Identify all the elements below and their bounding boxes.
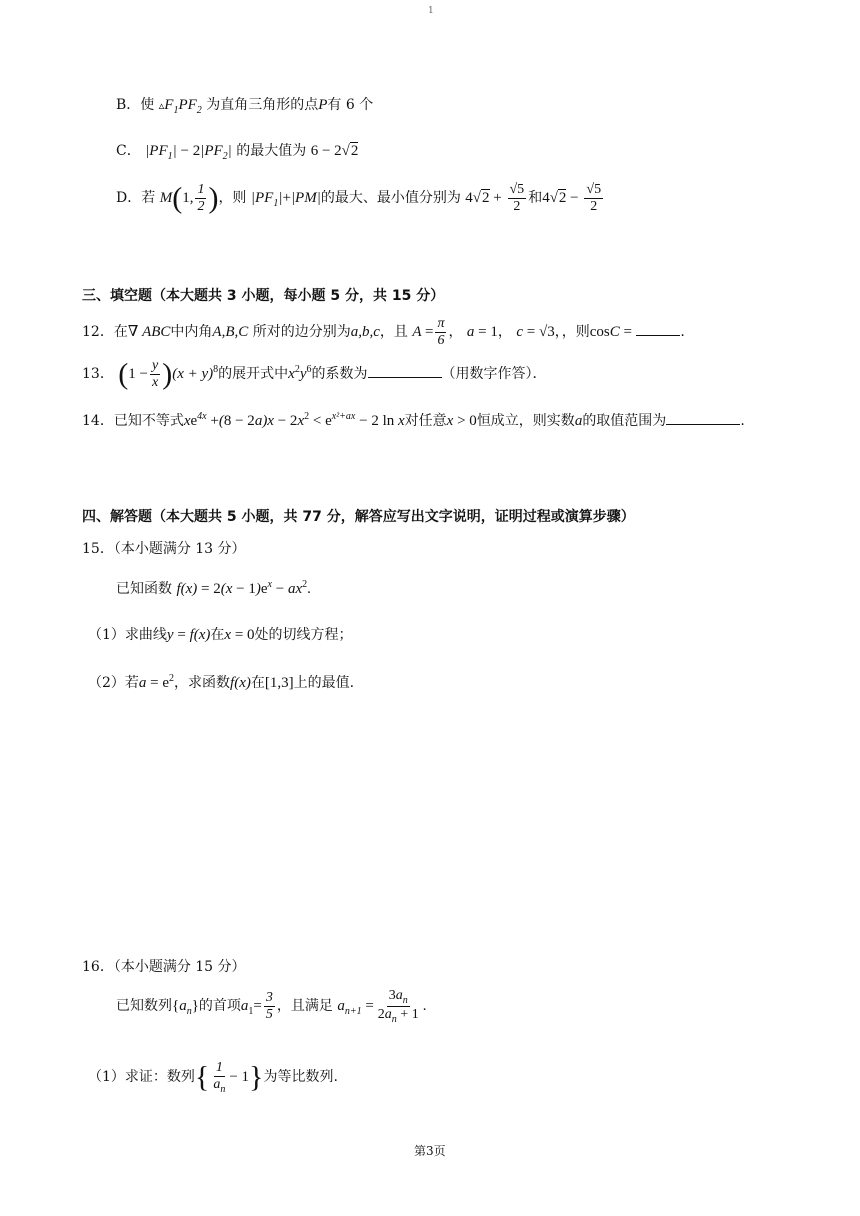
point-p: P bbox=[318, 97, 328, 113]
q16-recurrence: $a_{n+1}$ = $\frac{3a_n}{2a_n + 1}$ . bbox=[337, 988, 427, 1026]
option-b-end: 有 6 个 bbox=[327, 97, 374, 113]
q15-num: 15． bbox=[82, 541, 114, 557]
q12-c-value: c = √3 bbox=[516, 324, 555, 341]
q12-sides: a,b,c bbox=[350, 324, 380, 341]
q15-p1-label: （1）求曲线 bbox=[88, 627, 167, 643]
point-m: M(1, $\frac{1}{2}$ ) bbox=[159, 181, 219, 215]
q15-given bbox=[116, 578, 311, 598]
option-c-post: 的最大值为 bbox=[236, 143, 307, 159]
option-b-post: 为直角三角形的点 bbox=[206, 97, 319, 113]
q13-num: 13． bbox=[82, 366, 114, 383]
q12-text-d: ，且 bbox=[379, 324, 408, 341]
q15-given-text: 已知函数 bbox=[116, 581, 172, 597]
q15-part1 bbox=[88, 624, 353, 644]
q16-p1-sequence: { $\frac{1}{a_n}$ − 1} bbox=[194, 1060, 264, 1095]
option-b-pre: 使 bbox=[140, 97, 155, 113]
q12-angle-a: A = $\frac{\pi}{6}$ bbox=[412, 316, 445, 349]
q16-sequence: $\{a_n\}$ bbox=[172, 998, 199, 1018]
option-d-label: D． bbox=[116, 190, 142, 207]
option-d-max: 4√2 + $\frac{√5}{2}$ bbox=[465, 182, 525, 215]
q16-given-c: ，且满足 bbox=[276, 998, 333, 1015]
q15-part2 bbox=[88, 672, 354, 692]
section4-title: 四、解答题（本大题共 5 小题，共 77 分，解答应写出文字说明，证明过程或演算步骤） bbox=[82, 509, 635, 525]
q16-given-b: 的首项 bbox=[198, 998, 241, 1015]
q12-num: 12． bbox=[82, 324, 114, 341]
q14-inequality: $xe^{4x} +(8 - 2a)x - 2x^2 < e^{x^2+ax} - 2$ ln x bbox=[183, 411, 405, 429]
q14-a: a bbox=[574, 413, 583, 429]
q13-term: $x^2y^6$ bbox=[288, 364, 312, 383]
q12-cos: cosC = bbox=[589, 324, 632, 341]
option-c-expr: $|PF_1| - 2|PF_2|$ bbox=[145, 143, 232, 162]
q12-a-value: a = 1 bbox=[466, 324, 498, 341]
q16-header bbox=[82, 956, 246, 976]
triangle-f1pf2: $▵F_1PF_2$ bbox=[158, 97, 202, 116]
q12-text-e: ，则 bbox=[561, 324, 590, 341]
page-number: 第3页 bbox=[414, 1144, 446, 1158]
q16-given-a: 已知数列 bbox=[116, 998, 172, 1015]
q13-text-a: 的展开式中 bbox=[218, 366, 289, 383]
q15-p1-end: 处的切线方程； bbox=[254, 627, 353, 643]
q12-text-c: 所对的边分别为 bbox=[252, 324, 351, 341]
option-b bbox=[116, 94, 373, 116]
q15-p1-curve: y = f(x) bbox=[166, 627, 211, 643]
q15-header bbox=[82, 538, 246, 558]
q14-num: 14． bbox=[82, 413, 114, 429]
q13-answer-blank[interactable] bbox=[368, 365, 442, 378]
option-d-and: 和 bbox=[528, 190, 543, 207]
q15-p2-label: （2）若 bbox=[88, 675, 139, 691]
page-marker: 1 bbox=[428, 6, 434, 16]
q12-angles: A,B,C bbox=[212, 324, 249, 341]
option-c-value: 6 − 2√2 bbox=[310, 143, 359, 159]
question-13 bbox=[82, 358, 547, 391]
option-d-pre: 若 bbox=[141, 190, 156, 207]
q14-text-c: 恒成立，则实数 bbox=[476, 413, 575, 429]
q14-text-d: 的取值范围为 bbox=[582, 413, 667, 429]
q15-p2-interval: [1,3] bbox=[264, 675, 294, 691]
q15-p2-cond: $a = e^2$ bbox=[138, 673, 175, 691]
option-d-mid: ，则 bbox=[218, 190, 247, 207]
section3-title: 三、填空题（本大题共 3 小题，每小题 5 分，共 15 分） bbox=[82, 288, 445, 304]
q16-p1-end: 为等比数列. bbox=[263, 1069, 338, 1086]
q15-p1-mid: 在 bbox=[210, 627, 225, 643]
option-d-post: 的最大、最小值分别为 bbox=[320, 190, 461, 207]
q15-p2-end: 上的最值. bbox=[293, 675, 355, 691]
question-14: 14．已知不等式$xe^{4x} +(8 - 2a)x - 2x^2 < e^{x^2+ax} - 2$ ln x对任意x > 0恒成立，则实数a的取值范围为 . bbox=[82, 411, 745, 429]
q16-given bbox=[116, 988, 426, 1026]
option-d-expr: $|PF_1|+|PM|$ bbox=[250, 190, 321, 210]
option-c bbox=[116, 140, 358, 162]
q16-a1: $a_1=$ $\frac{3}{5}$ bbox=[240, 990, 273, 1023]
q15-function: $f(x) = 2(x - 1)e^x - ax^2$. bbox=[176, 579, 311, 597]
q12-text-b: 中内角 bbox=[170, 324, 213, 341]
q15-score: （本小题满分 13 分） bbox=[113, 541, 246, 557]
q15-p2-mid: ，求函数 bbox=[174, 675, 231, 691]
question-12: 12．在∇ ABC中内角A,B,C 所对的边分别为a,b,c，且 A = $\frac{\pi}{6}$ ， a = 1， c = √3，，则cosC = . bbox=[82, 316, 685, 349]
q14-condition: x > 0 bbox=[446, 413, 477, 429]
q16-num: 16． bbox=[82, 959, 114, 975]
q15-p2-in: 在 bbox=[250, 675, 265, 691]
q13-text-c: （用数字作答）． bbox=[441, 366, 547, 383]
q15-p2-func: f(x) bbox=[230, 675, 251, 691]
q14-text-a: 已知不等式 bbox=[113, 413, 184, 429]
option-d-min: 4√2 − $\frac{√5}{2}$ bbox=[542, 182, 602, 215]
q12-text-a: 在 bbox=[113, 324, 128, 341]
q16-score: （本小题满分 15 分） bbox=[113, 959, 246, 975]
q16-p1-label: （1）求证：数列 bbox=[88, 1069, 195, 1086]
option-b-label: B． bbox=[116, 97, 141, 113]
q16-part1 bbox=[88, 1060, 338, 1095]
option-d bbox=[116, 182, 605, 215]
q13-expr: (1 − $\frac{y}{x}$ )$(x + y)^8$ bbox=[118, 357, 219, 391]
q14-answer-blank[interactable] bbox=[666, 412, 740, 425]
q14-text-b: 对任意 bbox=[404, 413, 447, 429]
q12-triangle: ∇ ABC bbox=[127, 324, 171, 341]
q13-text-b: 的系数为 bbox=[311, 366, 368, 383]
q12-answer-blank[interactable] bbox=[636, 323, 680, 336]
option-c-label: C． bbox=[116, 143, 141, 159]
q15-p1-point: x = 0 bbox=[224, 627, 255, 643]
